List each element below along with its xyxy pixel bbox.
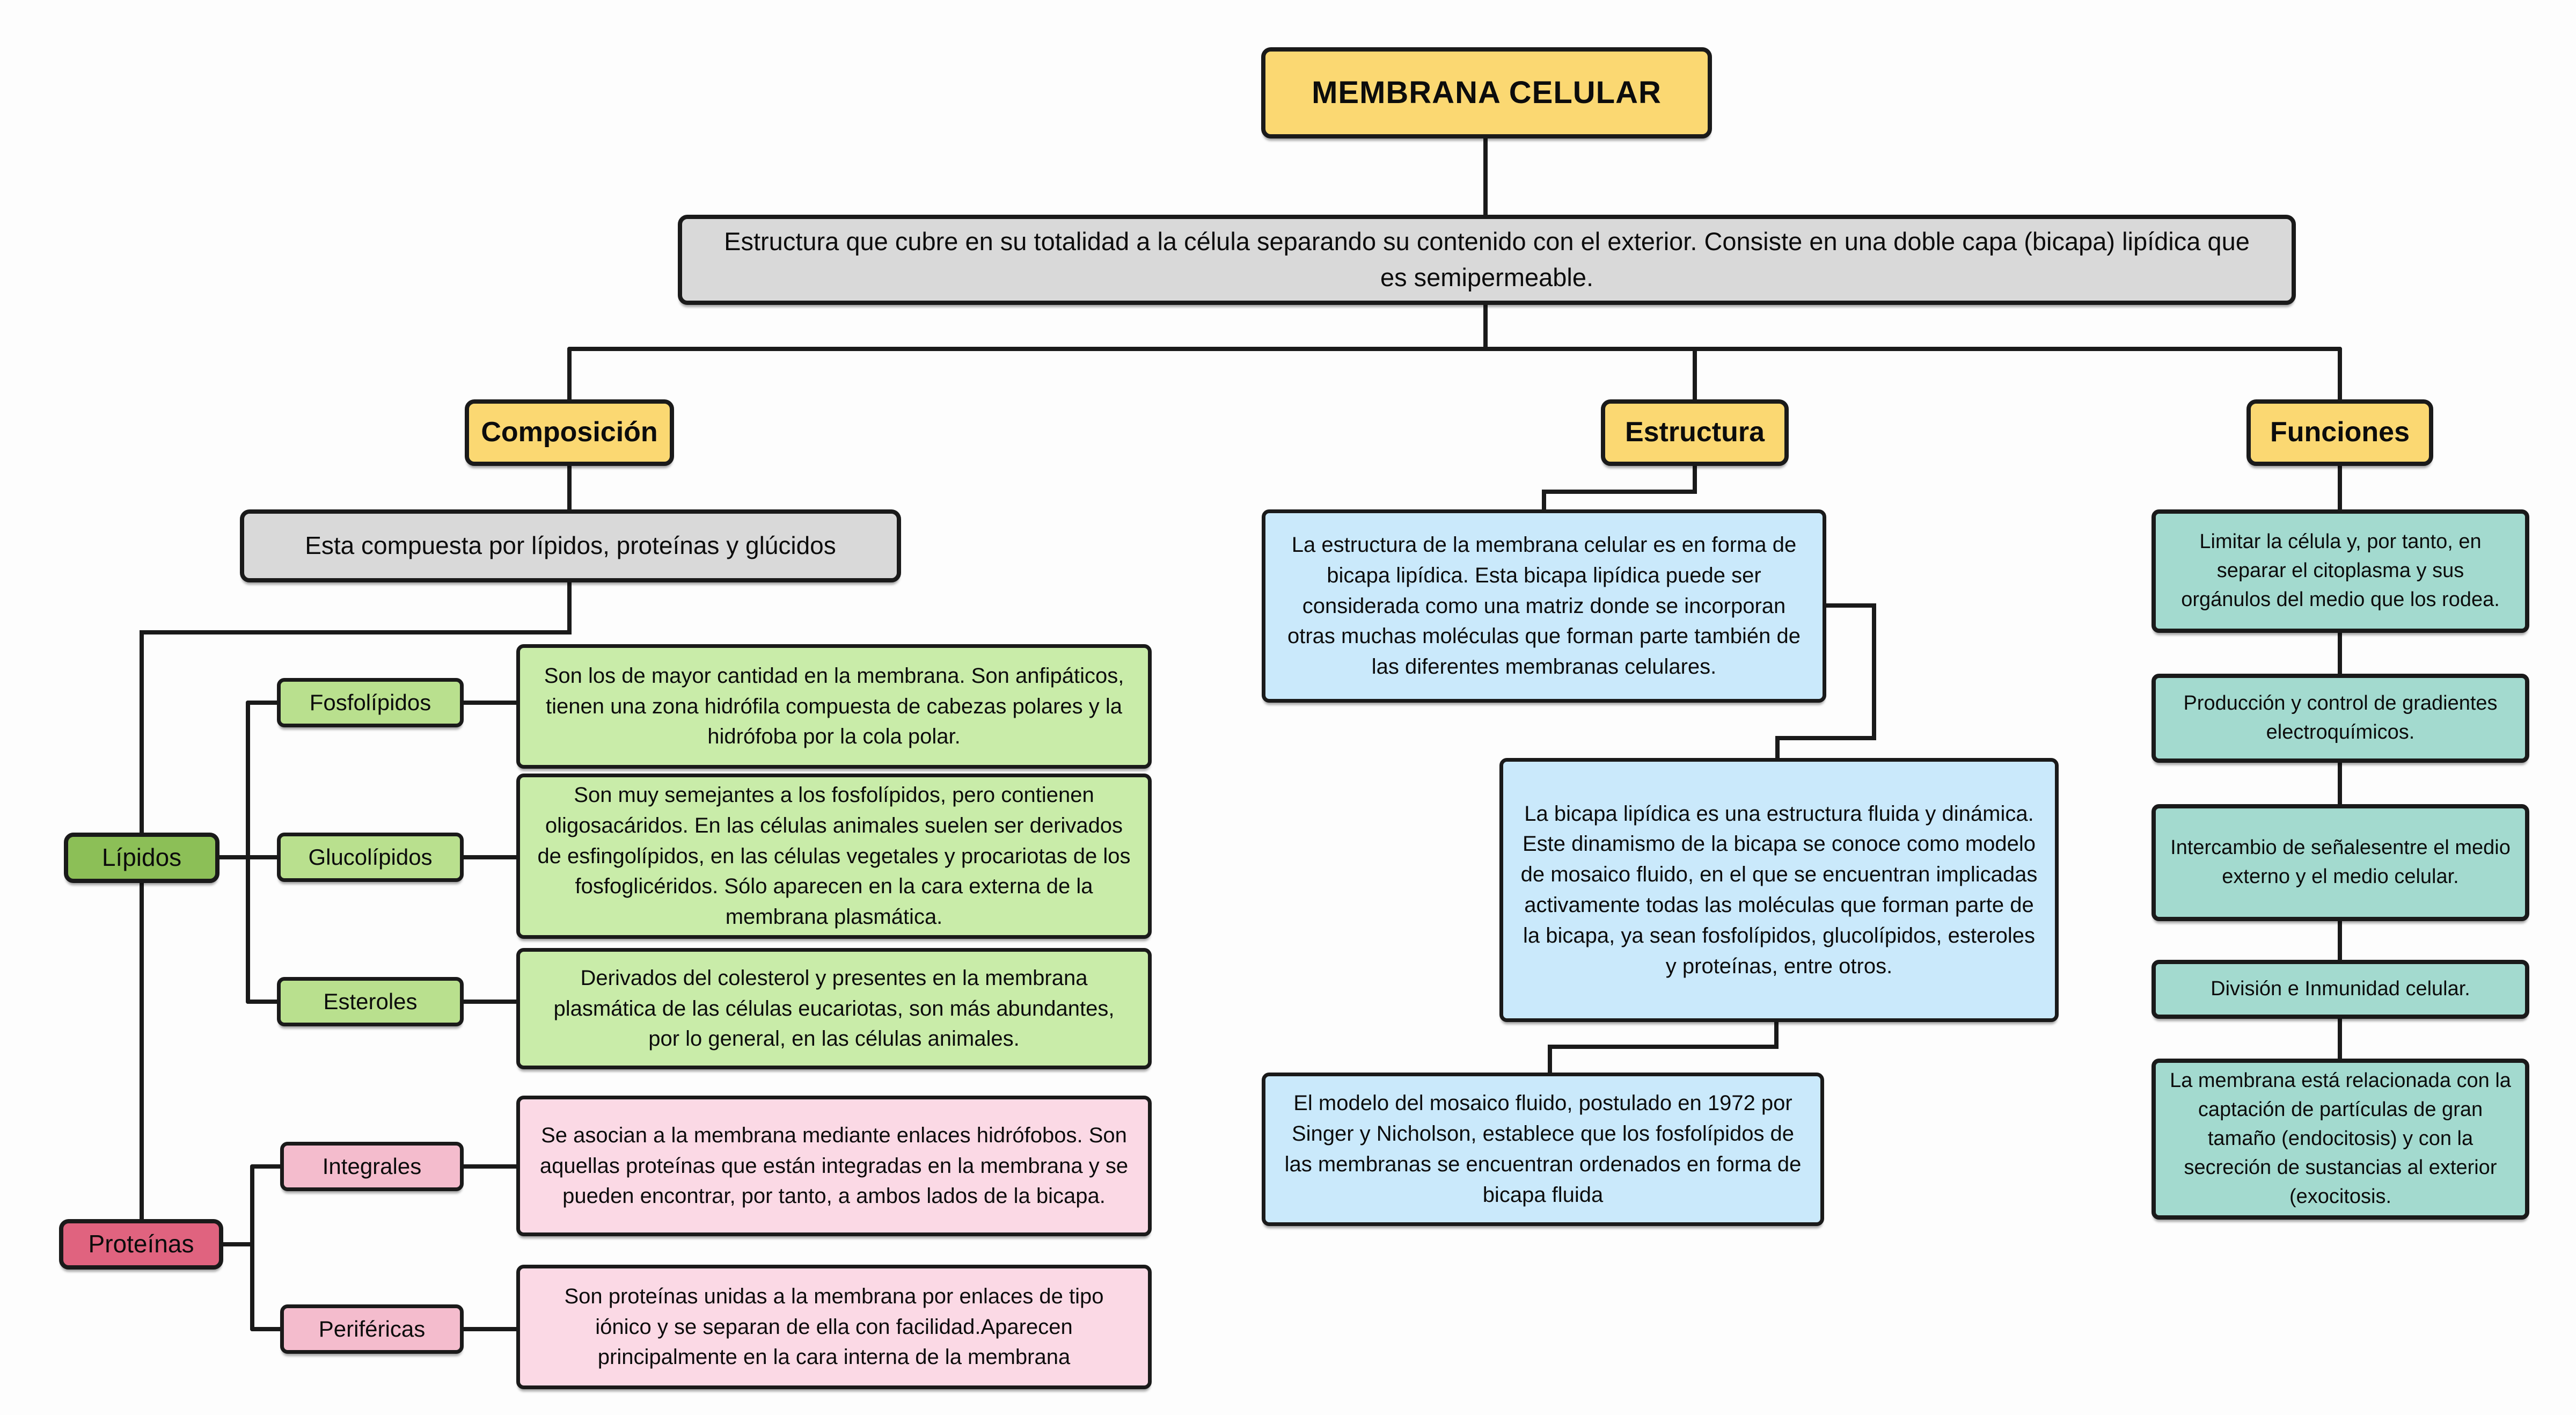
funciones-item4-text: División e Inmunidad celular. [2211, 978, 2470, 1001]
glucolipidos-text-node [516, 774, 1152, 939]
funciones-item4-node [2151, 960, 2529, 1019]
estructura-note1-node [1262, 509, 1826, 703]
composicion-summary-text: Esta compuesta por lípidos, proteínas y glúcidos [305, 531, 836, 560]
estructura-note3-node [1262, 1073, 1824, 1226]
estructura-note1-text: La estructura de la membrana celular es en forma de bicapa lipídica. Esta bicapa lipídica puede ser considerada como una matriz donde se incorporan otras muchas moléculas que forman parte también de las diferentes membranas celulares. [1287, 533, 1801, 679]
funciones-item2-text: Producción y control de gradientes electroquímicos. [2183, 692, 2498, 743]
perifericas-text: Son proteínas unidas a la membrana por enlaces de tipo iónico y se separan de ella con facilidad.Aparecen principalmente en la cara interna de la membrana [564, 1284, 1104, 1369]
estructura-note3-text: El modelo del mosaico fluido, postulado en 1972 por Singer y Nicholson, establece que los fosfolípidos de las membranas se encuentran ordenados en forma de bicapa fluida [1284, 1091, 1802, 1207]
funciones-item3-text: Intercambio de señalesentre el medio externo y el medio celular. [2170, 836, 2511, 888]
esteroles-text-node [516, 948, 1152, 1069]
funciones-item3-node [2151, 804, 2529, 921]
branch-funciones [2246, 399, 2433, 466]
lipidos-node [64, 833, 219, 883]
perifericas-label: Periféricas [318, 1316, 426, 1342]
perifericas-node [280, 1304, 464, 1354]
fosfolipidos-node [277, 678, 464, 727]
glucolipidos-node [277, 833, 464, 882]
estructura-note2-text: La bicapa lipídica es una estructura fluida y dinámica. Este dinamismo de la bicapa se conoce como modelo de mosaico fluido, en el que se encuentran implicadas activamente todas las moléculas que forman parte de la bicapa, ya sean fosfolípidos, glucolípidos, esteroles y proteínas, entre otros. [1520, 801, 2038, 978]
branch-funciones-label: Funciones [2270, 417, 2410, 448]
definition-text: Estructura que cubre en su totalidad a la célula separando su contenido con el exterior. Consiste en una doble capa (bicapa) lipídica que es semipermeable. [724, 227, 2250, 291]
proteinas-label: Proteínas [88, 1230, 194, 1258]
connector-note2-note3 [1550, 1020, 1776, 1074]
root-title: MEMBRANA CELULAR [1312, 75, 1662, 110]
branch-estructura-label: Estructura [1624, 417, 1765, 448]
esteroles-text: Derivados del colesterol y presentes en la membrana plasmática de las células eucariotas, son más abundantes, por lo general, en las células animales. [553, 966, 1115, 1051]
connector-estructura-note1 [1544, 465, 1695, 513]
esteroles-node [277, 977, 464, 1026]
integrales-node [280, 1142, 464, 1191]
definition-node [678, 215, 2296, 305]
integrales-label: Integrales [322, 1154, 422, 1179]
integrales-text-node [516, 1096, 1152, 1236]
branch-composicion-label: Composición [481, 417, 658, 448]
glucolipidos-text: Son muy semejantes a los fosfolípidos, pero contienen oligosacáridos. En las células animales suelen ser derivados de esfingolípidos, en las células vegetales y procariotas de los fosfoglicéridos. Sólo aparecen en la cara externa de la membrana plasmática. [537, 783, 1131, 929]
proteinas-node [59, 1219, 223, 1270]
composicion-summary-node [240, 509, 901, 582]
fosfolipidos-text: Son los de mayor cantidad en la membrana. Son anfipáticos, tienen una zona hidrófila compuesta de cabezas polares y la hidrófoba por la cola polar. [544, 663, 1124, 749]
branch-estructura [1601, 399, 1789, 466]
funciones-item1-text: Limitar la célula y, por tanto, en separar el citoplasma y sus orgánulos del medio que los rodea. [2181, 530, 2500, 611]
perifericas-text-node [516, 1265, 1152, 1389]
funciones-item2-node [2151, 674, 2529, 763]
esteroles-label: Esteroles [323, 989, 418, 1015]
branch-composicion [465, 399, 674, 466]
funciones-item5-text: La membrana está relacionada con la captación de partículas de gran tamaño (endocitosis) y con la secreción de sustancias al exterior (exocitosis. [2170, 1069, 2511, 1208]
lipidos-label: Lípidos [101, 843, 182, 872]
fosfolipidos-label: Fosfolípidos [309, 690, 431, 716]
funciones-item1-node [2151, 509, 2529, 633]
glucolipidos-label: Glucolípidos [308, 844, 433, 870]
estructura-note2-node [1499, 758, 2059, 1022]
integrales-text: Se asocian a la membrana mediante enlaces hidrófobos. Son aquellas proteínas que están integradas en la membrana y se pueden encontrar, por tanto, a ambos lados de la bicapa. [539, 1123, 1129, 1208]
funciones-item5-node [2151, 1059, 2529, 1220]
root-node-membrana-celular [1261, 47, 1712, 138]
fosfolipidos-text-node [516, 644, 1152, 769]
